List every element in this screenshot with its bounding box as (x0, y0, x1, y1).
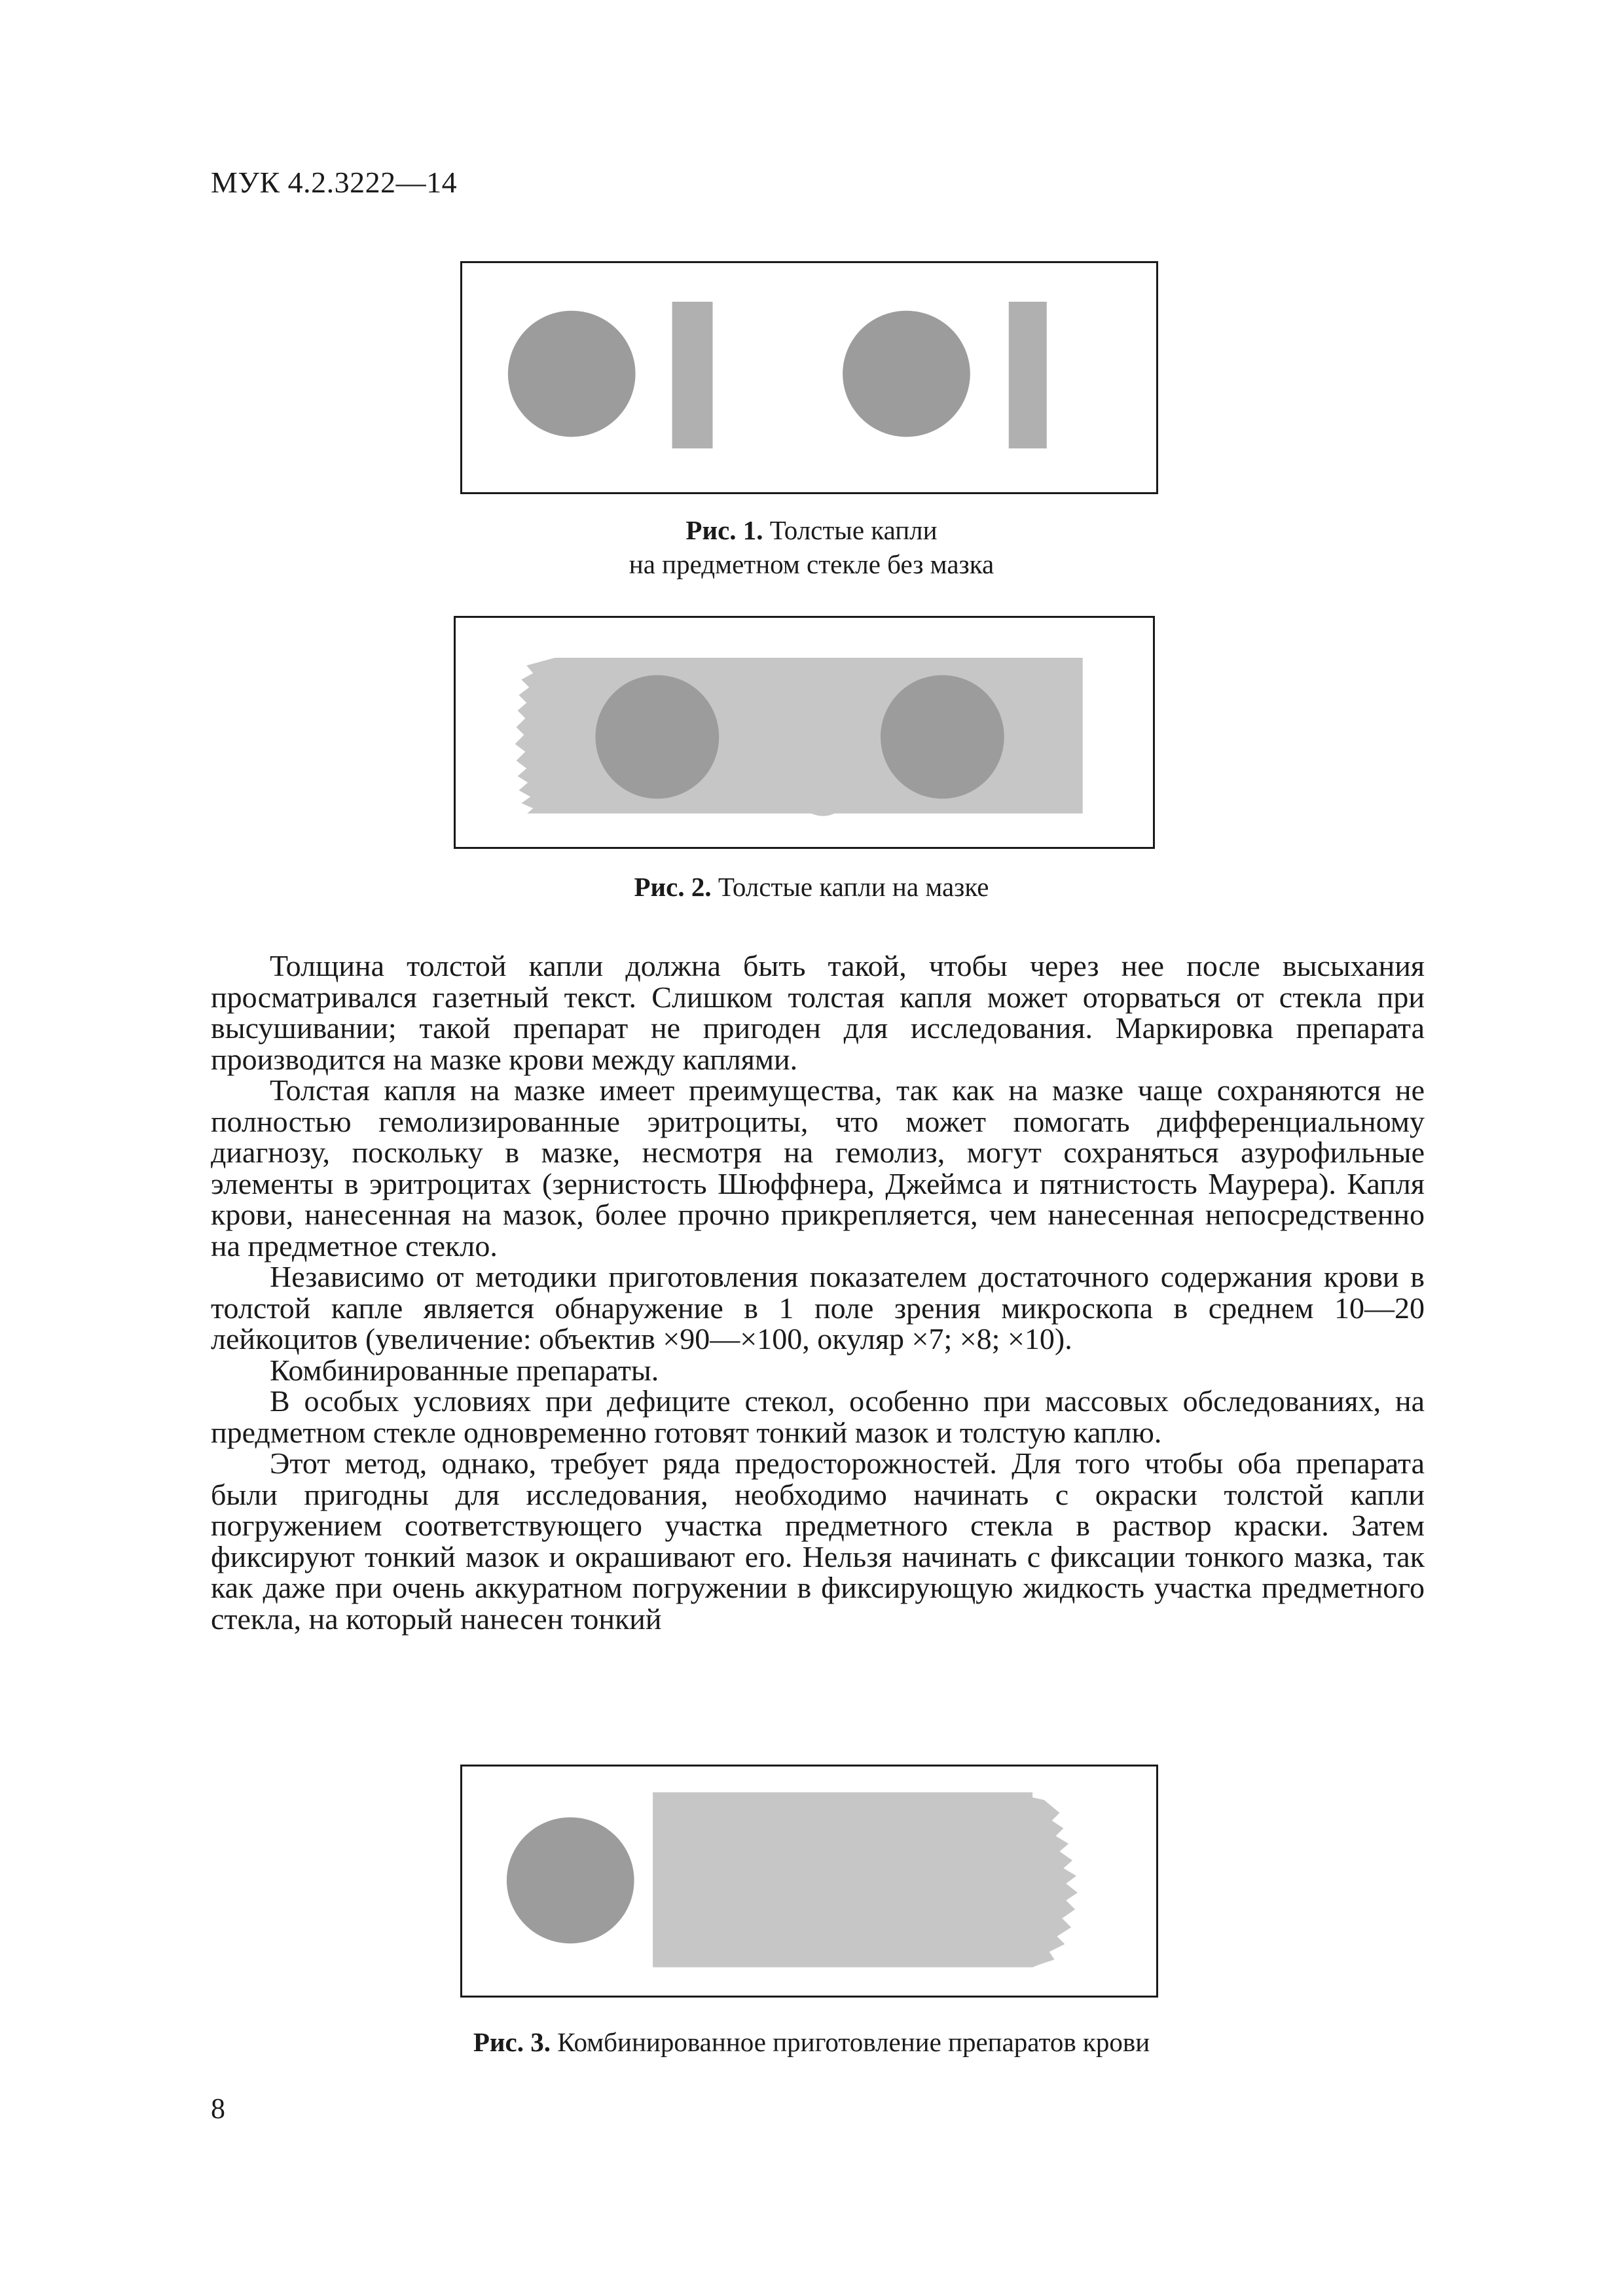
figure-3-slide (460, 1765, 1158, 1998)
figure-2-drawing (456, 618, 1153, 847)
thin-smear-combined (653, 1792, 1078, 1967)
figure-1-drawing (462, 263, 1156, 492)
paragraph: Толстая капля на мазке имеет преимущества, так как на мазке чаще сохраняются не полностью гемолизированные эритроциты, что может помогать дифференциальному диагнозу, поскольку в мазке, несмотря на гемолиз, могут сохраняться азурофильные элементы в эритроцитах (зернистость Шюффнера, Джеймса и пятнистость Маурера). Капля крови, нанесенная на мазок, более прочно прикрепляется, чем нанесенная непосредственно на предметное стекло. (211, 1073, 1425, 1263)
figure-3-caption (0, 2025, 1623, 2059)
paragraph: Этот метод, однако, требует ряда предосторожностей. Для того чтобы оба препарата были пригодны для исследования, необходимо начинать с окраски толстой капли погружением соответствующего участка предметного стекла в раствор краски. Затем фиксируют тонкий мазок и окрашивают его. Нельзя начинать с фиксации тонкого мазка, так как даже при очень аккуратном погружении в фиксирующую жидкость участка предметного стекла, на который нанесен тонкий (211, 1446, 1425, 1636)
figure-3-drawing (462, 1767, 1156, 1996)
thick-drop-on-smear-1 (595, 675, 719, 799)
figure-2-slide (454, 616, 1155, 849)
thick-drop-on-smear-2 (881, 675, 1004, 799)
figure-1-caption-line-1: Толстые капли (769, 515, 938, 545)
figure-1-caption-line-2: на предметном стекле без мазка (629, 549, 994, 579)
paragraph: Толщина толстой капли должна быть такой, чтобы через нее после высыхания просматривался газетный текст. Слишком толстая капля может оторваться от стекла при высушивании; такой препарат не пригоден для исследования. Маркировка препарата производится на мазке крови между каплями. (211, 949, 1425, 1076)
slide-label-1 (672, 302, 713, 448)
figure-1-slide (460, 261, 1158, 494)
figure-2-label: Рис. 2. (634, 872, 712, 902)
figure-1-label: Рис. 1. (685, 515, 763, 545)
document-code: МУК 4.2.3222—14 (211, 166, 458, 199)
figure-1-caption (0, 513, 1623, 581)
figure-3-caption-line-1: Комбинированное приготовление препаратов крови (557, 2027, 1150, 2057)
body-text (211, 950, 1425, 1634)
page-number: 8 (211, 2092, 225, 2125)
figure-2-caption (0, 870, 1623, 904)
figure-2-caption-line-1: Толстые капли на мазке (718, 872, 989, 902)
slide-label-2 (1009, 302, 1047, 448)
paragraph: В особых условиях при дефиците стекол, особенно при массовых обследованиях, на предметном стекле одновременно готовят тонкий мазок и толстую каплю. (211, 1384, 1425, 1449)
figure-3-label: Рис. 3. (473, 2027, 551, 2057)
thick-drop-combined (507, 1818, 634, 1944)
paragraph: Комбинированные препараты. (270, 1353, 659, 1387)
paragraph: Независимо от методики приготовления показателем достаточного содержания крови в толстой капле является обнаружение в 1 поле зрения микроскопа в среднем 10—20 лейкоцитов (увеличение: объектив ×90—×100, окуляр ×7; ×8; ×10). (211, 1260, 1425, 1355)
thick-drop-1 (508, 311, 636, 437)
thick-drop-2 (843, 311, 970, 437)
